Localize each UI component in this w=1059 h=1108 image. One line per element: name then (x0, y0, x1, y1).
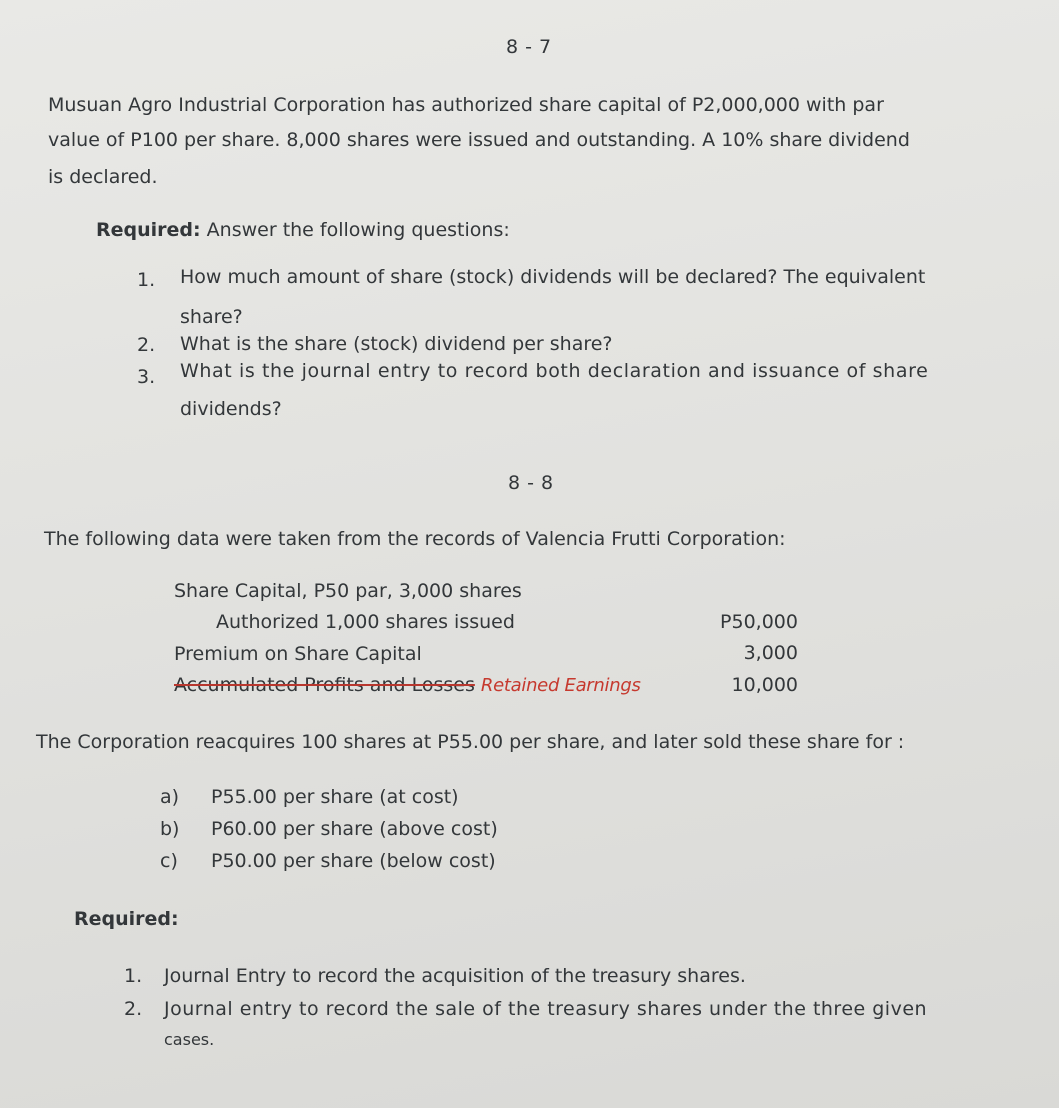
retained-earnings-row (174, 674, 641, 696)
share-capital-amount: P50,000 (720, 611, 798, 633)
requirement-2-line2: cases. (164, 1030, 215, 1049)
question-1-line2: share? (180, 306, 243, 328)
requirement-number: 2. (124, 998, 143, 1020)
question-1-line1: How much amount of share (stock) dividends will be declared? The equivalent (180, 266, 926, 288)
case-c-text: P50.00 per share (below cost) (211, 850, 496, 872)
question-2-line1: What is the share (stock) dividend per share? (180, 333, 613, 355)
handwritten-correction: Retained Earnings (480, 675, 641, 696)
requirement-1-line1: Journal Entry to record the acquisition of the treasury shares. (164, 965, 746, 987)
case-letter: c) (160, 850, 178, 872)
requirement-2-line1: Journal entry to record the sale of the treasury shares under the three given (164, 998, 928, 1020)
problem2-intro: The following data were taken from the records of Valencia Frutti Corporation: (44, 528, 786, 550)
question-number: 3. (137, 366, 156, 388)
question-3-line1: What is the journal entry to record both declaration and issuance of share (180, 360, 929, 382)
problem1-intro-line3: is declared. (48, 166, 158, 188)
problem-number-8-7: 8 - 7 (506, 36, 552, 58)
struck-account-label: Accumulated Profits and Losses (174, 674, 475, 696)
retained-amount: 10,000 (731, 674, 798, 696)
case-b-text: P60.00 per share (above cost) (211, 818, 498, 840)
question-number: 2. (137, 334, 156, 356)
problem1-intro-line2: value of P100 per share. 8,000 shares were issued and outstanding. A 10% share dividend (48, 129, 910, 151)
premium-label: Premium on Share Capital (174, 643, 422, 665)
required-label: Required: (96, 219, 201, 241)
problem1-required (96, 217, 510, 244)
problem1-intro-line1: Musuan Agro Industrial Corporation has authorized share capital of P2,000,000 with par (48, 94, 884, 116)
share-capital-line2: Authorized 1,000 shares issued (216, 611, 515, 633)
share-capital-line1: Share Capital, P50 par, 3,000 shares (174, 580, 522, 602)
reacquire-text: The Corporation reacquires 100 shares at P55.00 per share, and later sold these share for : (36, 731, 905, 753)
case-a-text: P55.00 per share (at cost) (211, 786, 459, 808)
case-letter: b) (160, 818, 180, 840)
problem2-required-label: Required: (74, 908, 179, 930)
premium-amount: 3,000 (743, 642, 798, 664)
problem-number-8-8: 8 - 8 (508, 472, 554, 494)
requirement-number: 1. (124, 965, 143, 987)
required-text: Answer the following questions: (206, 219, 510, 241)
case-letter: a) (160, 786, 180, 808)
question-number: 1. (137, 269, 156, 291)
question-3-line2: dividends? (180, 398, 282, 420)
